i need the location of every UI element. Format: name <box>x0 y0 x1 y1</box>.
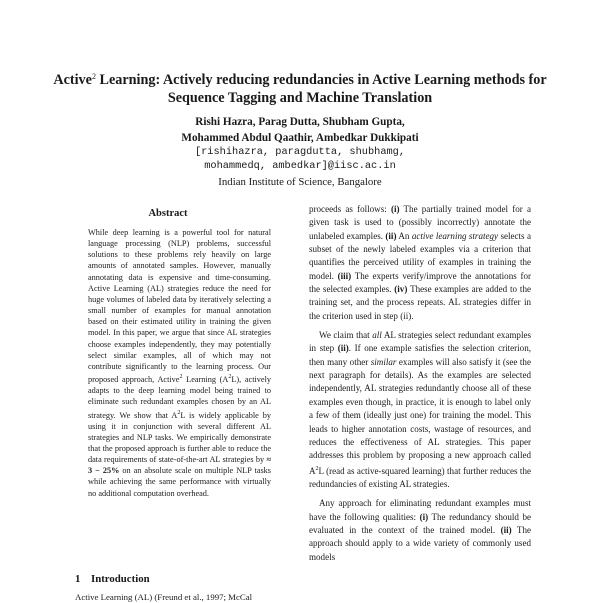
author-list <box>40 114 560 146</box>
abstract-heading: Abstract <box>148 208 188 219</box>
abstract-body: While deep learning is a powerful tool for natural language processing (NLP) problems, successful solutions to these problems rely heavily on large amounts of annotated samples. However, manually annotating data is expensive and time-consuming. Active Learning (AL) strategies reduce the need for huge volumes of labeled data by iteratively selecting a small number of examples for manual annotation based on their estimated utility in training the given model. In this paper, we argue that since AL strategies choose examples independently, they may potentially select similar examples, all of which may not contribute significantly to the learning process. Our proposed approach, Active$^2$ Learning $(A^2L)$, actively adapts to the deep learning model being trained to eliminate such redundant examples chosen by an AL strategy. We show that $A^2L$ is widely applicable by using it in conjunction with several different AL strategies and NLP tasks. We empirically demonstrate that the proposed approach is further able to reduce the data requirements of state-of-the-art AL strategies by ≈ 3 − 25% on an absolute scale on multiple NLP tasks while achieving the same performance with virtually no additional computation overhead. <box>88 228 272 498</box>
authors-line-1: Rishi Hazra, Parag Dutta, Shubham Gupta, <box>195 116 405 128</box>
paragraph-qualities: Any approach for eliminating redundant examples must have the following qualities: (i) The redundancy should be evaluated in the context of the trained model. (ii) The approach should apply to a wide variety of commonly used models <box>309 498 531 562</box>
right-column-text <box>309 203 531 564</box>
paper-title: Active$^2$ Learning: Actively reducing redundancies in Active Learning methods for Sequence Tagging and Machine Translation <box>53 72 547 106</box>
section-heading-introduction: 1 Introduction <box>75 573 150 585</box>
introduction-text: Active Learning (AL) (Freund et al., 1997; McCal <box>75 592 253 602</box>
author-emails: [rishihazra, paragdutta, shubhamg, mohammedq, ambedkar]@iisc.ac.in <box>194 146 406 172</box>
abstract-math: ≈ 3 − 25% <box>88 455 271 476</box>
paragraph-al-process: proceeds as follows: (i) The partially trained model for a given task is used to (possibly incorrectly) annotate the unlabeled examples. (ii) An active learning strategy selects a subset of the newly labeled examples via a criterion that quantifies the perceived utility of examples in training the model. (iii) The experts verify/improve the annotations for the selected examples. (iv) These examples are added to the training set, and the process repeats. AL strategies differ in the criterion used in step (ii). <box>309 204 532 321</box>
affiliation: Indian Institute of Science, Bangalore <box>218 176 382 188</box>
paragraph-claim: We claim that all AL strategies select redundant examples in step (ii). If one example satisfies the selection criterion, then many other similar examples will also satisfy it (see the next paragraph for details). As the examples are selected independently, AL strategies redundantly choose all of these examples even though, in practice, it is enough to label only a few of them (ideally just one) for training the model. This leads to higher annotation costs, wastage of resources, and reduces the effectiveness of AL strategies. This paper addresses this problem by proposing a new approach called $A^2L$ (read as active-squared learning) that further reduces the redundancies of existing AL strategies. <box>309 330 531 489</box>
authors-line-2: Mohammed Abdul Qaathir, Ambedkar Dukkipati <box>181 132 419 144</box>
